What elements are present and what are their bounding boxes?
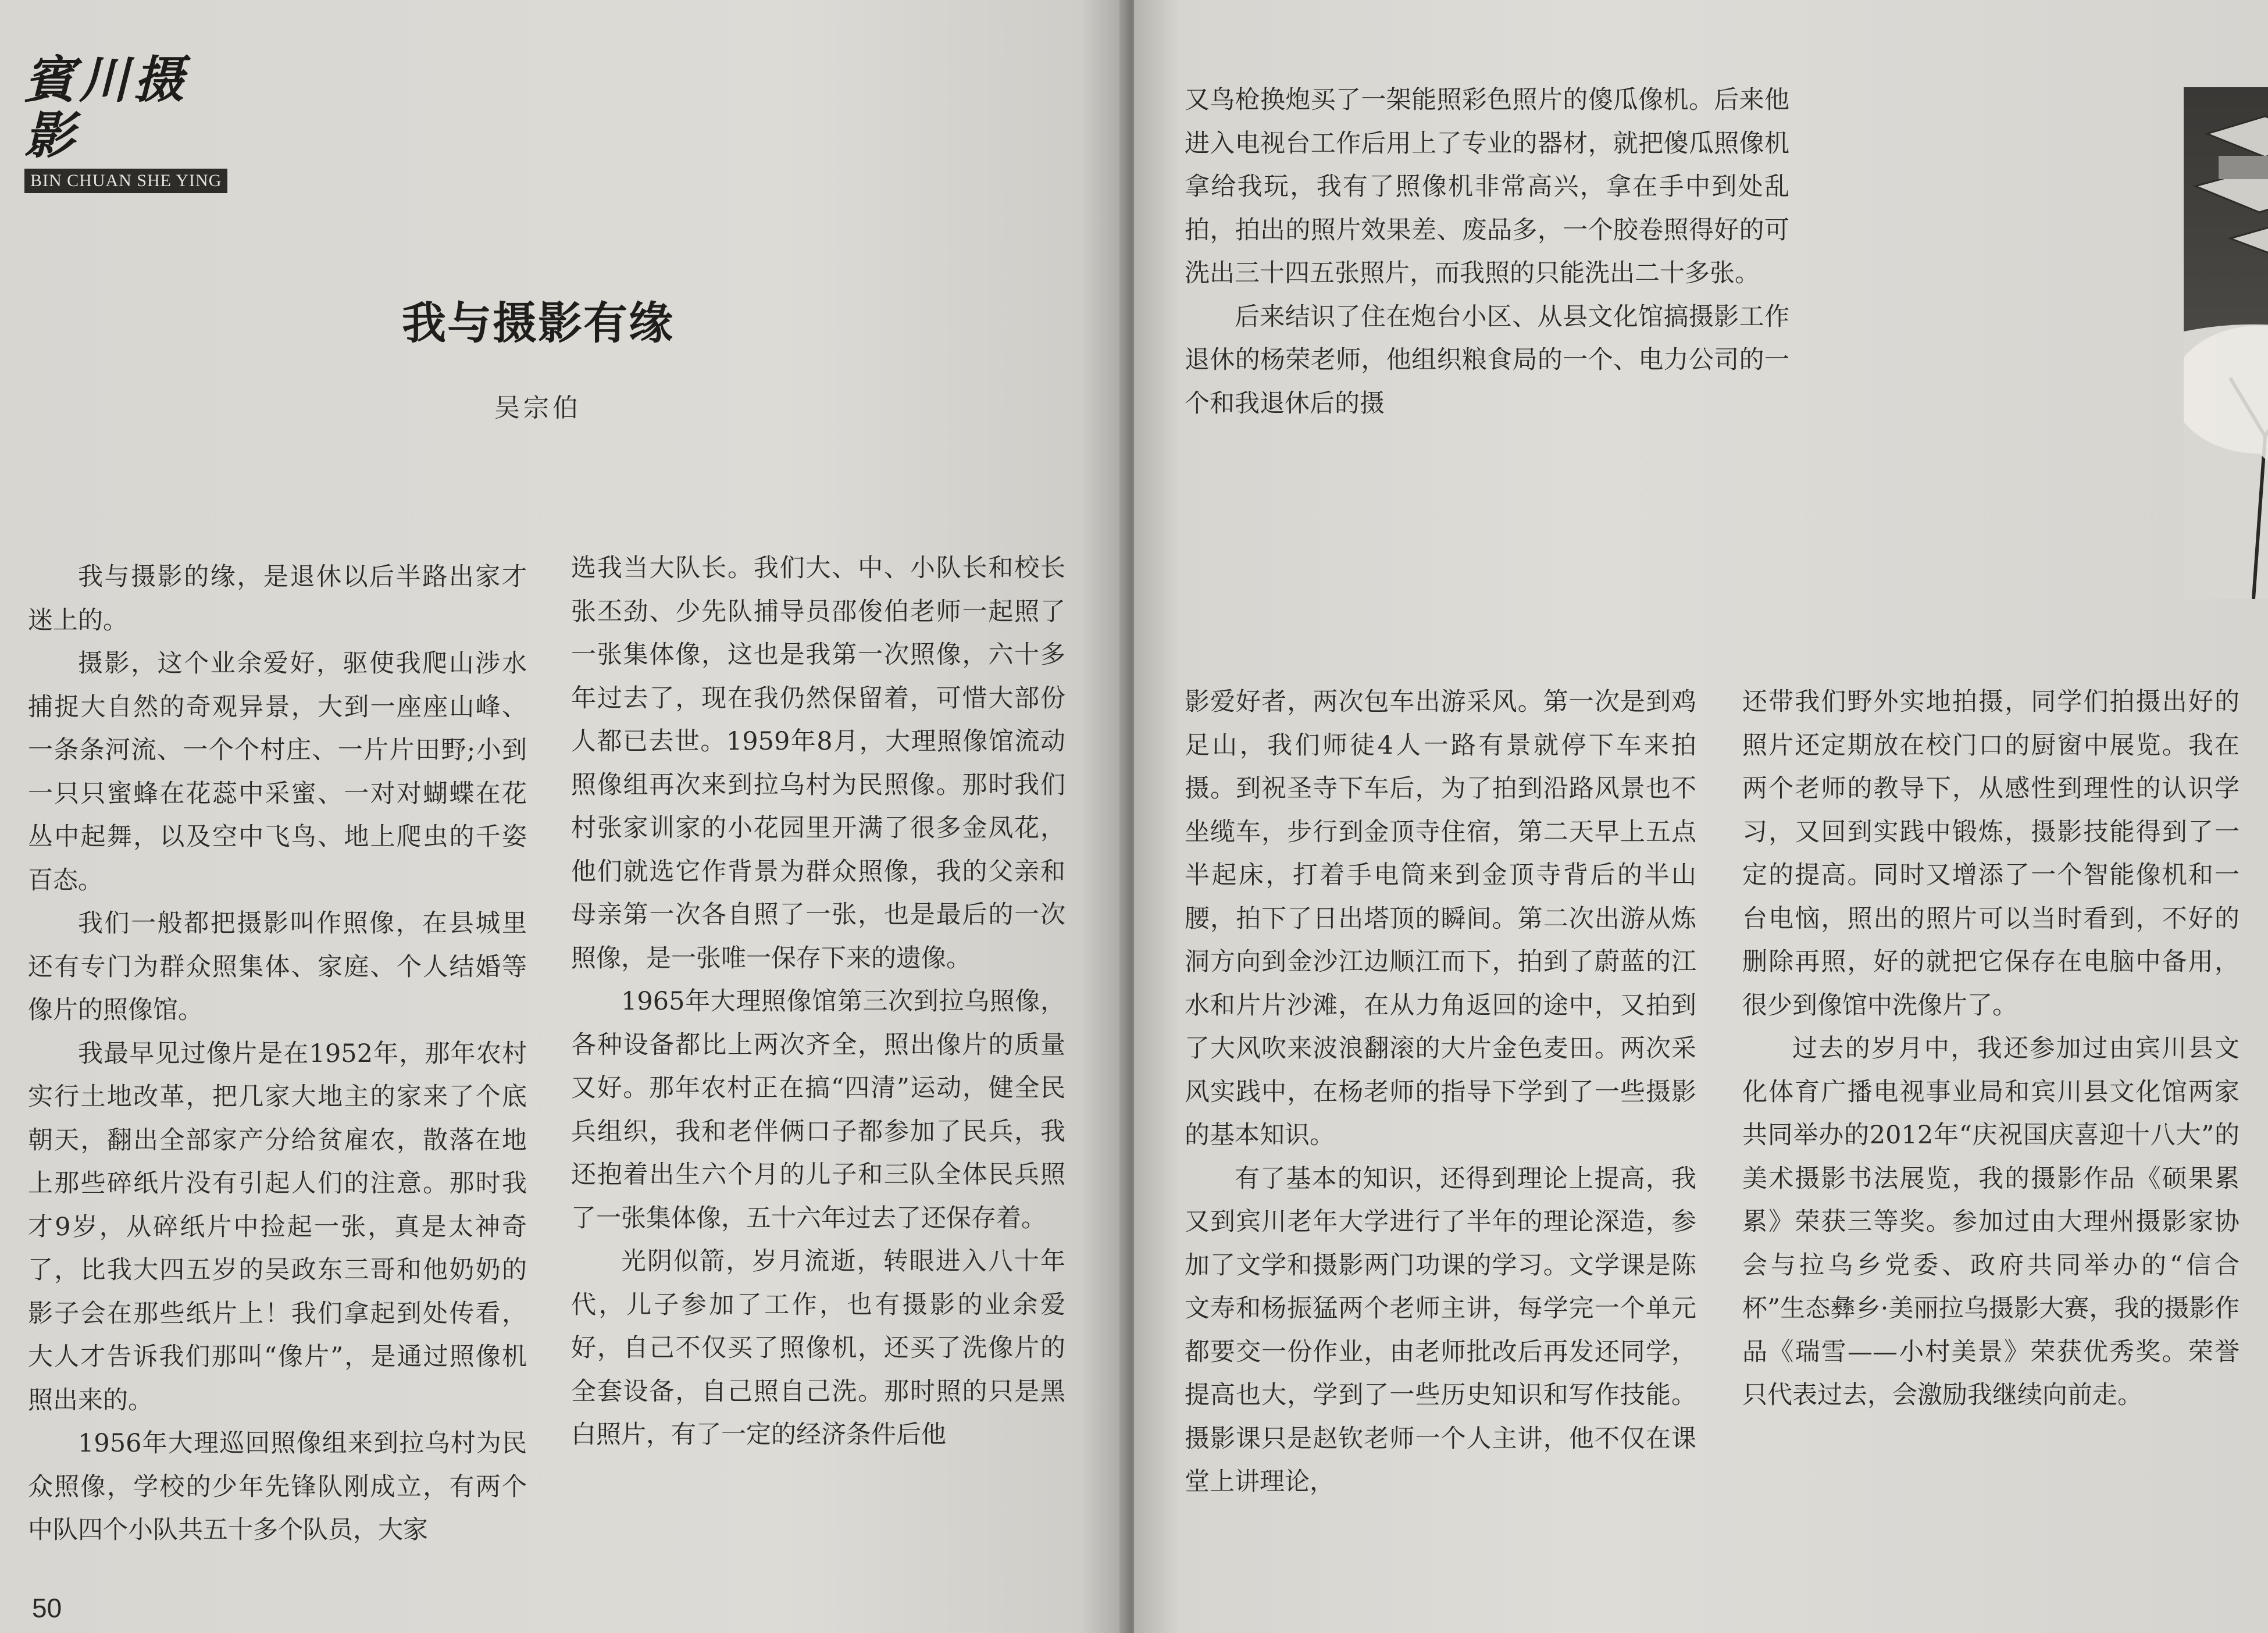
text-column-3-bottom xyxy=(1185,680,1696,1504)
paragraph: 后来结识了住在炮台小区、从县文化馆搞摄影工作退休的杨荣老师，他组织粮食局的一个、电力公司的一个和我退休后的摄 xyxy=(1185,302,1789,418)
magazine-title: 賓川摄影 xyxy=(24,51,188,165)
text-column-4 xyxy=(1742,680,2240,1417)
article-author: 吴宗伯 xyxy=(494,393,582,423)
text-column-2 xyxy=(571,547,1065,1457)
article-title: 我与摄影有缘 xyxy=(402,297,674,349)
paragraph: 影爱好者，两次包车出游采风。第一次是到鸡足山，我们师徒4人一路有景就停下车来拍摄。到祝圣寺下车后，为了拍到沿路风景也不坐缆车，步行到金顶寺住宿，第二天早上五点半起床，打着手电筒来到金顶寺背后的半山腰，拍下了日出塔顶的瞬间。第二次出游从炼洞方向到金沙江边顺江而下，拍到了蔚蓝的江水和片片沙滩，在从力角返回的途中，又拍到了大风吹来波浪翻滚的大片金色麦田。两次采风实践中，在杨老师的指导下学到了一些摄影的基本知识。 xyxy=(1185,687,1696,1150)
paragraph: 我最早见过像片是在1952年，那年农村实行土地改革，把几家大地主的家来了个底朝天，翻出全部家产分给贫雇农，散落在地上那些碎纸片没有引起人们的注意。那时我才9岁，从碎纸片中捡起一张，真是太神奇了，比我大四五岁的吴政东三哥和他奶奶的影子会在那些纸片上！我们拿起到处传看，大人才告诉我们那叫“像片”，是通过照像机照出来的。 xyxy=(28,1039,527,1415)
paragraph: 摄影，这个业余爱好，驱使我爬山涉水捕捉大自然的奇观异景，大到一座座山峰、一条条河流、一个个村庄、一片片田野;小到一只只蜜蜂在花蕊中采蜜、一对对蝴蝶在花丛中起舞，以及空中飞鸟、地上爬虫的千姿百态。 xyxy=(28,649,527,895)
paragraph: 有了基本的知识，还得到理论上提高，我又到宾川老年大学进行了半年的理论深造，参加了文学和摄影两门功课的学习。文学课是陈文寿和杨振猛两个老师主讲，每学完一个单元都要交一份作业，由老师批改后再发还同学，提高也大，学到了一些历史知识和写作技能。摄影课只是赵钦老师一个人主讲，他不仅在课堂上讲理论， xyxy=(1185,1164,1696,1496)
paragraph: 我与摄影的缘，是退休以后半路出家才迷上的。 xyxy=(28,562,527,635)
paragraph: 1956年大理巡回照像组来到拉乌村为民众照像，学校的少年先锋队刚成立，有两个中队四个小队共五十多个队员，大家 xyxy=(28,1429,527,1545)
magazine-subtitle: BIN CHUAN SHE YING xyxy=(24,169,227,193)
paragraph: 光阴似箭，岁月流逝，转眼进入八十年代，儿子参加了工作，也有摄影的业余爱好，自己不仅买了照像机，还买了洗像片的全套设备，自己照自己洗。那时照的只是黑白照片，有了一定的经济条件后他 xyxy=(571,1247,1065,1449)
paragraph: 我们一般都把摄影叫作照像，在县城里还有专门为群众照集体、家庭、个人结婚等像片的照像馆。 xyxy=(28,909,527,1025)
page-number-left: 50 xyxy=(32,1593,62,1623)
text-column-3-top xyxy=(1185,79,1789,425)
right-page xyxy=(1134,0,2268,1633)
paragraph: 1965年大理照像馆第三次到拉乌照像，各种设备都比上两次齐全，照出像片的质量又好。那年农村正在搞“四清”运动，健全民兵组织，我和老伴俩口子都参加了民兵，我还抱着出生六个月的儿子和三队全体民兵照了一张集体像，五十六年过去了还保存着。 xyxy=(571,987,1065,1233)
snow-village-photo xyxy=(2184,87,2268,599)
paragraph: 选我当大队长。我们大、中、小队长和校长张丕劲、少先队捕导员邵俊伯老师一起照了一张集体像，这也是我第一次照像，六十多年过去了，现在我仍然保留着，可惜大部份人都已去世。1959年8月，大理照像馆流动照像组再次来到拉乌村为民照像。那时我们村张家训家的小花园里开满了很多金凤花，他们就选它作背景为群众照像，我的父亲和母亲第一次各自照了一张，也是最后的一次照像，是一张唯一保存下来的遗像。 xyxy=(571,554,1065,973)
paragraph: 还带我们野外实地拍摄，同学们拍摄出好的照片还定期放在校门口的厨窗中展览。我在两个老师的教导下，从感性到理性的认识学习，又回到实践中锻炼，摄影技能得到了一定的提高。同时又增添了一个智能像机和一台电恼，照出的照片可以当时看到，不好的删除再照，好的就把它保存在电脑中备用，很少到像馆中洗像片了。 xyxy=(1742,687,2240,1020)
paragraph: 又鸟枪换炮买了一架能照彩色照片的傻瓜像机。后来他进入电视台工作后用上了专业的器材，就把傻瓜照像机拿给我玩，我有了照像机非常高兴，拿在手中到处乱拍，拍出的照片效果差、废品多，一个胶卷照得好的可洗出三十四五张照片，而我照的只能洗出二十多张。 xyxy=(1185,85,1789,288)
text-column-1 xyxy=(28,555,527,1552)
magazine-header xyxy=(24,52,234,193)
left-page xyxy=(0,0,1125,1633)
paragraph: 过去的岁月中，我还参加过由宾川县文化体育广播电视事业局和宾川县文化馆两家共同举办的2012年“庆祝国庆喜迎十八大”的美术摄影书法展览，我的摄影作品《硕果累累》荣获三等奖。参加过由大理州摄影家协会与拉乌乡党委、政府共同举办的“信合杯”生态彝乡·美丽拉乌摄影大赛，我的摄影作品《瑞雪——小村美景》荣获优秀奖。荣誉只代表过去，会激励我继续向前走。 xyxy=(1742,1034,2240,1410)
